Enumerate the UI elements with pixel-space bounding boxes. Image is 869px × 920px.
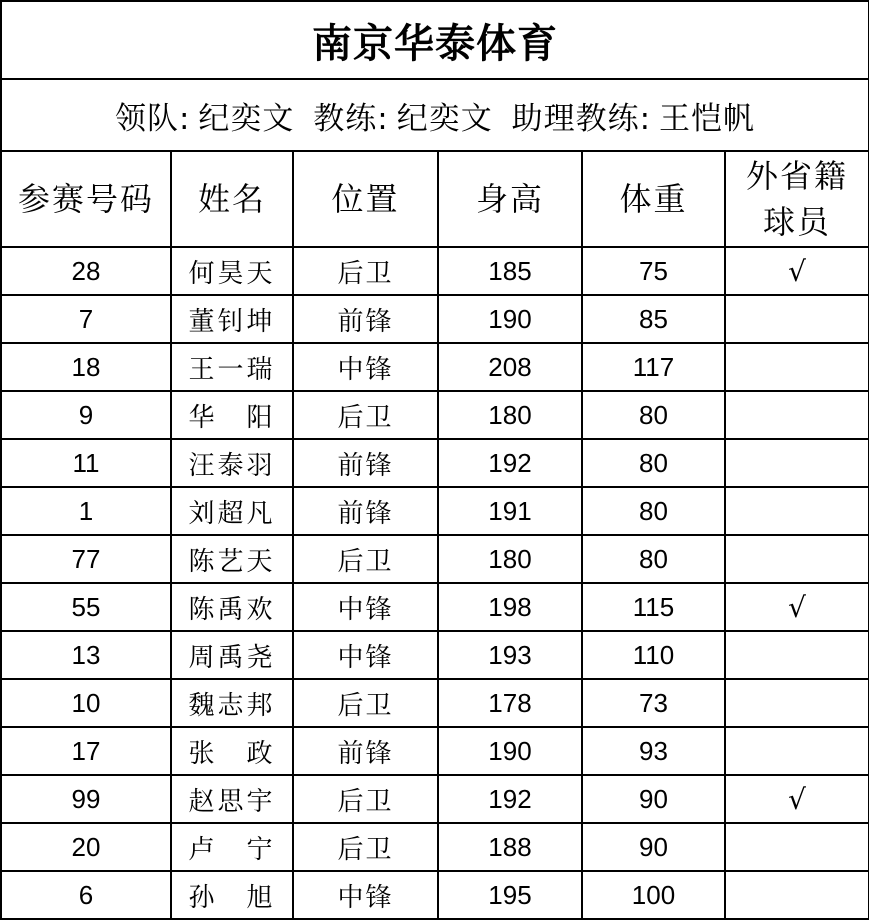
player-name: 何昊天: [171, 247, 293, 295]
header-weight: 体重: [582, 151, 725, 247]
player-position: 后卫: [293, 391, 438, 439]
player-number: 9: [1, 391, 171, 439]
player-name: 魏志邦: [171, 679, 293, 727]
player-number: 99: [1, 775, 171, 823]
player-name: 董钊坤: [171, 295, 293, 343]
table-row: [1, 391, 869, 439]
header-out-of-province: [725, 151, 869, 247]
player-number: 77: [1, 535, 171, 583]
coach-label: 教练:: [313, 100, 389, 137]
player-weight: 80: [582, 487, 725, 535]
player-number: 10: [1, 679, 171, 727]
header-name: 姓名: [171, 151, 293, 247]
table-row: [1, 535, 869, 583]
player-height: 208: [438, 343, 582, 391]
player-number: 55: [1, 583, 171, 631]
player-position: 后卫: [293, 775, 438, 823]
assistant-coach-label: 助理教练:: [511, 100, 652, 137]
out-of-province-checkmark: [725, 295, 869, 343]
out-of-province-checkmark: [725, 343, 869, 391]
staff-line: [1, 79, 869, 151]
player-number: 7: [1, 295, 171, 343]
player-weight: 100: [582, 871, 725, 919]
player-position: 中锋: [293, 871, 438, 919]
player-height: 180: [438, 535, 582, 583]
player-weight: 80: [582, 439, 725, 487]
player-weight: 85: [582, 295, 725, 343]
player-name: 张 政: [171, 727, 293, 775]
player-position: 中锋: [293, 343, 438, 391]
player-position: 前锋: [293, 487, 438, 535]
player-position: 后卫: [293, 679, 438, 727]
player-weight: 110: [582, 631, 725, 679]
player-position: 中锋: [293, 583, 438, 631]
assistant-coach-name: 王恺帆: [659, 100, 756, 137]
player-name: 刘超凡: [171, 487, 293, 535]
out-of-province-checkmark: [725, 631, 869, 679]
player-height: 192: [438, 775, 582, 823]
player-height: 191: [438, 487, 582, 535]
player-name: 华 阳: [171, 391, 293, 439]
player-number: 13: [1, 631, 171, 679]
player-height: 180: [438, 391, 582, 439]
table-row: [1, 871, 869, 919]
player-number: 6: [1, 871, 171, 919]
table-row: [1, 343, 869, 391]
player-number: 20: [1, 823, 171, 871]
player-height: 193: [438, 631, 582, 679]
table-row: [1, 823, 869, 871]
player-weight: 73: [582, 679, 725, 727]
out-of-province-checkmark: [725, 871, 869, 919]
player-name: 卢 宁: [171, 823, 293, 871]
leader-label: 领队:: [114, 100, 191, 137]
out-of-province-checkmark: [725, 487, 869, 535]
team-title: 南京华泰体育: [1, 1, 869, 79]
player-weight: 75: [582, 247, 725, 295]
player-name: 陈艺天: [171, 535, 293, 583]
coach-name: 纪奕文: [396, 100, 493, 137]
player-weight: 80: [582, 391, 725, 439]
player-number: 28: [1, 247, 171, 295]
player-position: 后卫: [293, 247, 438, 295]
out-of-province-checkmark: √: [725, 247, 869, 295]
player-weight: 80: [582, 535, 725, 583]
player-weight: 115: [582, 583, 725, 631]
header-position: 位置: [293, 151, 438, 247]
player-name: 赵思宇: [171, 775, 293, 823]
header-out-of-province-line1: 外省籍: [746, 157, 849, 195]
player-height: 178: [438, 679, 582, 727]
out-of-province-checkmark: [725, 727, 869, 775]
out-of-province-checkmark: √: [725, 583, 869, 631]
player-number: 17: [1, 727, 171, 775]
out-of-province-checkmark: [725, 679, 869, 727]
player-name: 王一瑞: [171, 343, 293, 391]
player-height: 188: [438, 823, 582, 871]
player-position: 前锋: [293, 439, 438, 487]
header-height: 身高: [438, 151, 582, 247]
table-row: [1, 775, 869, 823]
header-number: 参赛号码: [1, 151, 171, 247]
player-height: 190: [438, 295, 582, 343]
player-height: 190: [438, 727, 582, 775]
player-position: 前锋: [293, 295, 438, 343]
player-position: 中锋: [293, 631, 438, 679]
player-weight: 93: [582, 727, 725, 775]
player-name: 孙 旭: [171, 871, 293, 919]
player-height: 185: [438, 247, 582, 295]
player-position: 后卫: [293, 535, 438, 583]
out-of-province-checkmark: [725, 439, 869, 487]
player-number: 11: [1, 439, 171, 487]
out-of-province-checkmark: [725, 535, 869, 583]
table-row: [1, 727, 869, 775]
table-row: [1, 487, 869, 535]
player-name: 陈禹欢: [171, 583, 293, 631]
leader-name: 纪奕文: [198, 100, 295, 137]
player-height: 198: [438, 583, 582, 631]
table-row: [1, 583, 869, 631]
player-position: 前锋: [293, 727, 438, 775]
table-row: [1, 631, 869, 679]
player-height: 195: [438, 871, 582, 919]
table-row: [1, 439, 869, 487]
player-number: 18: [1, 343, 171, 391]
table-row: [1, 679, 869, 727]
player-weight: 117: [582, 343, 725, 391]
out-of-province-checkmark: [725, 391, 869, 439]
player-number: 1: [1, 487, 171, 535]
out-of-province-checkmark: [725, 823, 869, 871]
player-position: 后卫: [293, 823, 438, 871]
player-height: 192: [438, 439, 582, 487]
player-name: 汪泰羽: [171, 439, 293, 487]
player-name: 周禹尧: [171, 631, 293, 679]
table-row: [1, 295, 869, 343]
player-weight: 90: [582, 823, 725, 871]
player-weight: 90: [582, 775, 725, 823]
table-row: [1, 247, 869, 295]
out-of-province-checkmark: √: [725, 775, 869, 823]
header-out-of-province-line2: 球员: [763, 203, 832, 241]
